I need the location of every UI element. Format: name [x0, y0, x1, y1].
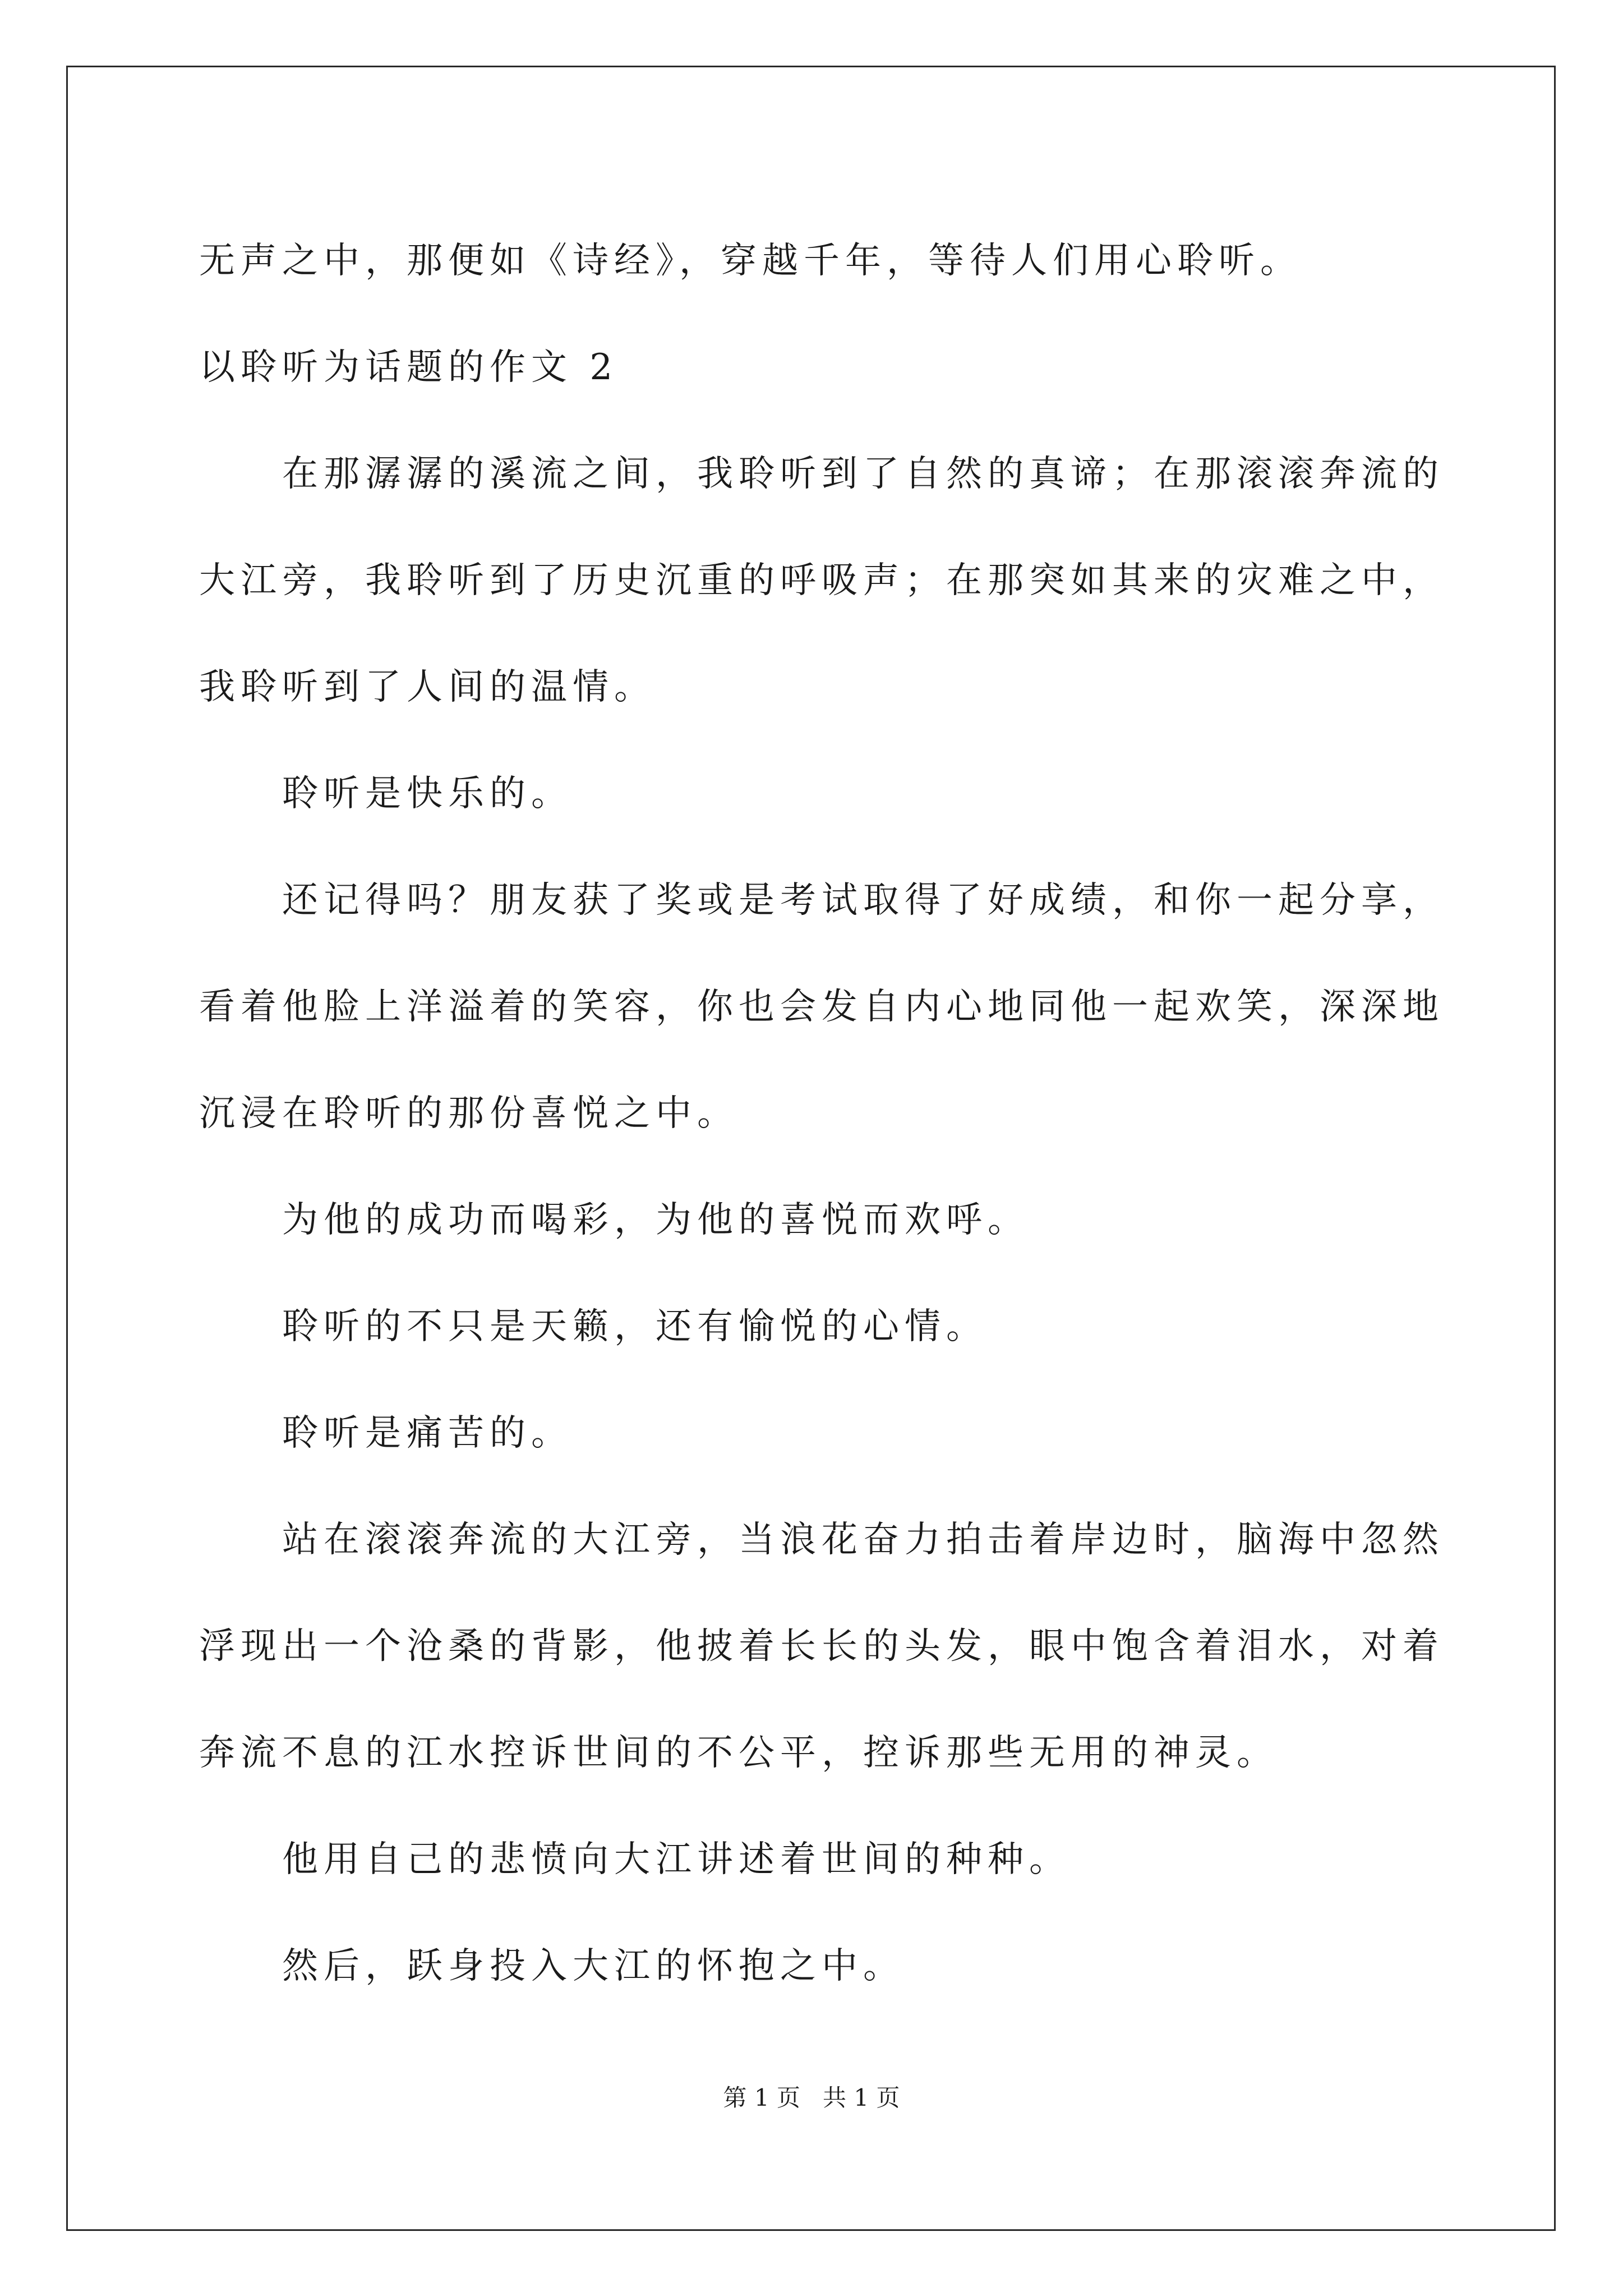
page-footer: 第 1 页 共 1 页	[723, 2084, 900, 2111]
paragraph-line: 他用自己的悲愤向大江讲述着世间的种种。	[282, 1839, 1071, 1880]
text-line: 我聆听到了人间的温情。	[199, 666, 656, 708]
document-body	[199, 208, 1444, 2019]
paragraph-line: 还记得吗？朋友获了奖或是考试取得了好成绩，和你一起分享，	[282, 880, 1444, 921]
paragraph-line: 聆听是痛苦的。	[282, 1412, 573, 1454]
text-line: 看着他脸上洋溢着的笑容，你也会发自内心地同他一起欢笑，深深地	[199, 986, 1444, 1028]
paragraph-line: 聆听的不只是天籁，还有愉悦的心情。	[282, 1306, 988, 1347]
text-line: 沉浸在聆听的那份喜悦之中。	[199, 1093, 739, 1134]
paragraph-line: 聆听是快乐的。	[282, 773, 573, 815]
section-heading: 以聆听为话题的作文 2	[199, 347, 619, 388]
text-line: 奔流不息的江水控诉世间的不公平，控诉那些无用的神灵。	[199, 1732, 1278, 1774]
paragraph-line: 站在滚滚奔流的大江旁，当浪花奋力拍击着岸边时，脑海中忽然	[282, 1519, 1444, 1561]
paragraph-line: 在那潺潺的溪流之间，我聆听到了自然的真谛；在那滚滚奔流的	[282, 453, 1444, 495]
text-line: 大江旁，我聆听到了历史沉重的呼吸声；在那突如其来的灾难之中，	[199, 560, 1444, 601]
paragraph-line: 然后，跃身投入大江的怀抱之中。	[282, 1945, 905, 1987]
paragraph-line: 为他的成功而喝彩，为他的喜悦而欢呼。	[282, 1199, 1029, 1241]
text-line: 浮现出一个沧桑的背影，他披着长长的头发，眼中饱含着泪水，对着	[199, 1626, 1444, 1667]
text-line: 无声之中，那便如《诗经》，穿越千年，等待人们用心聆听。	[199, 240, 1302, 282]
